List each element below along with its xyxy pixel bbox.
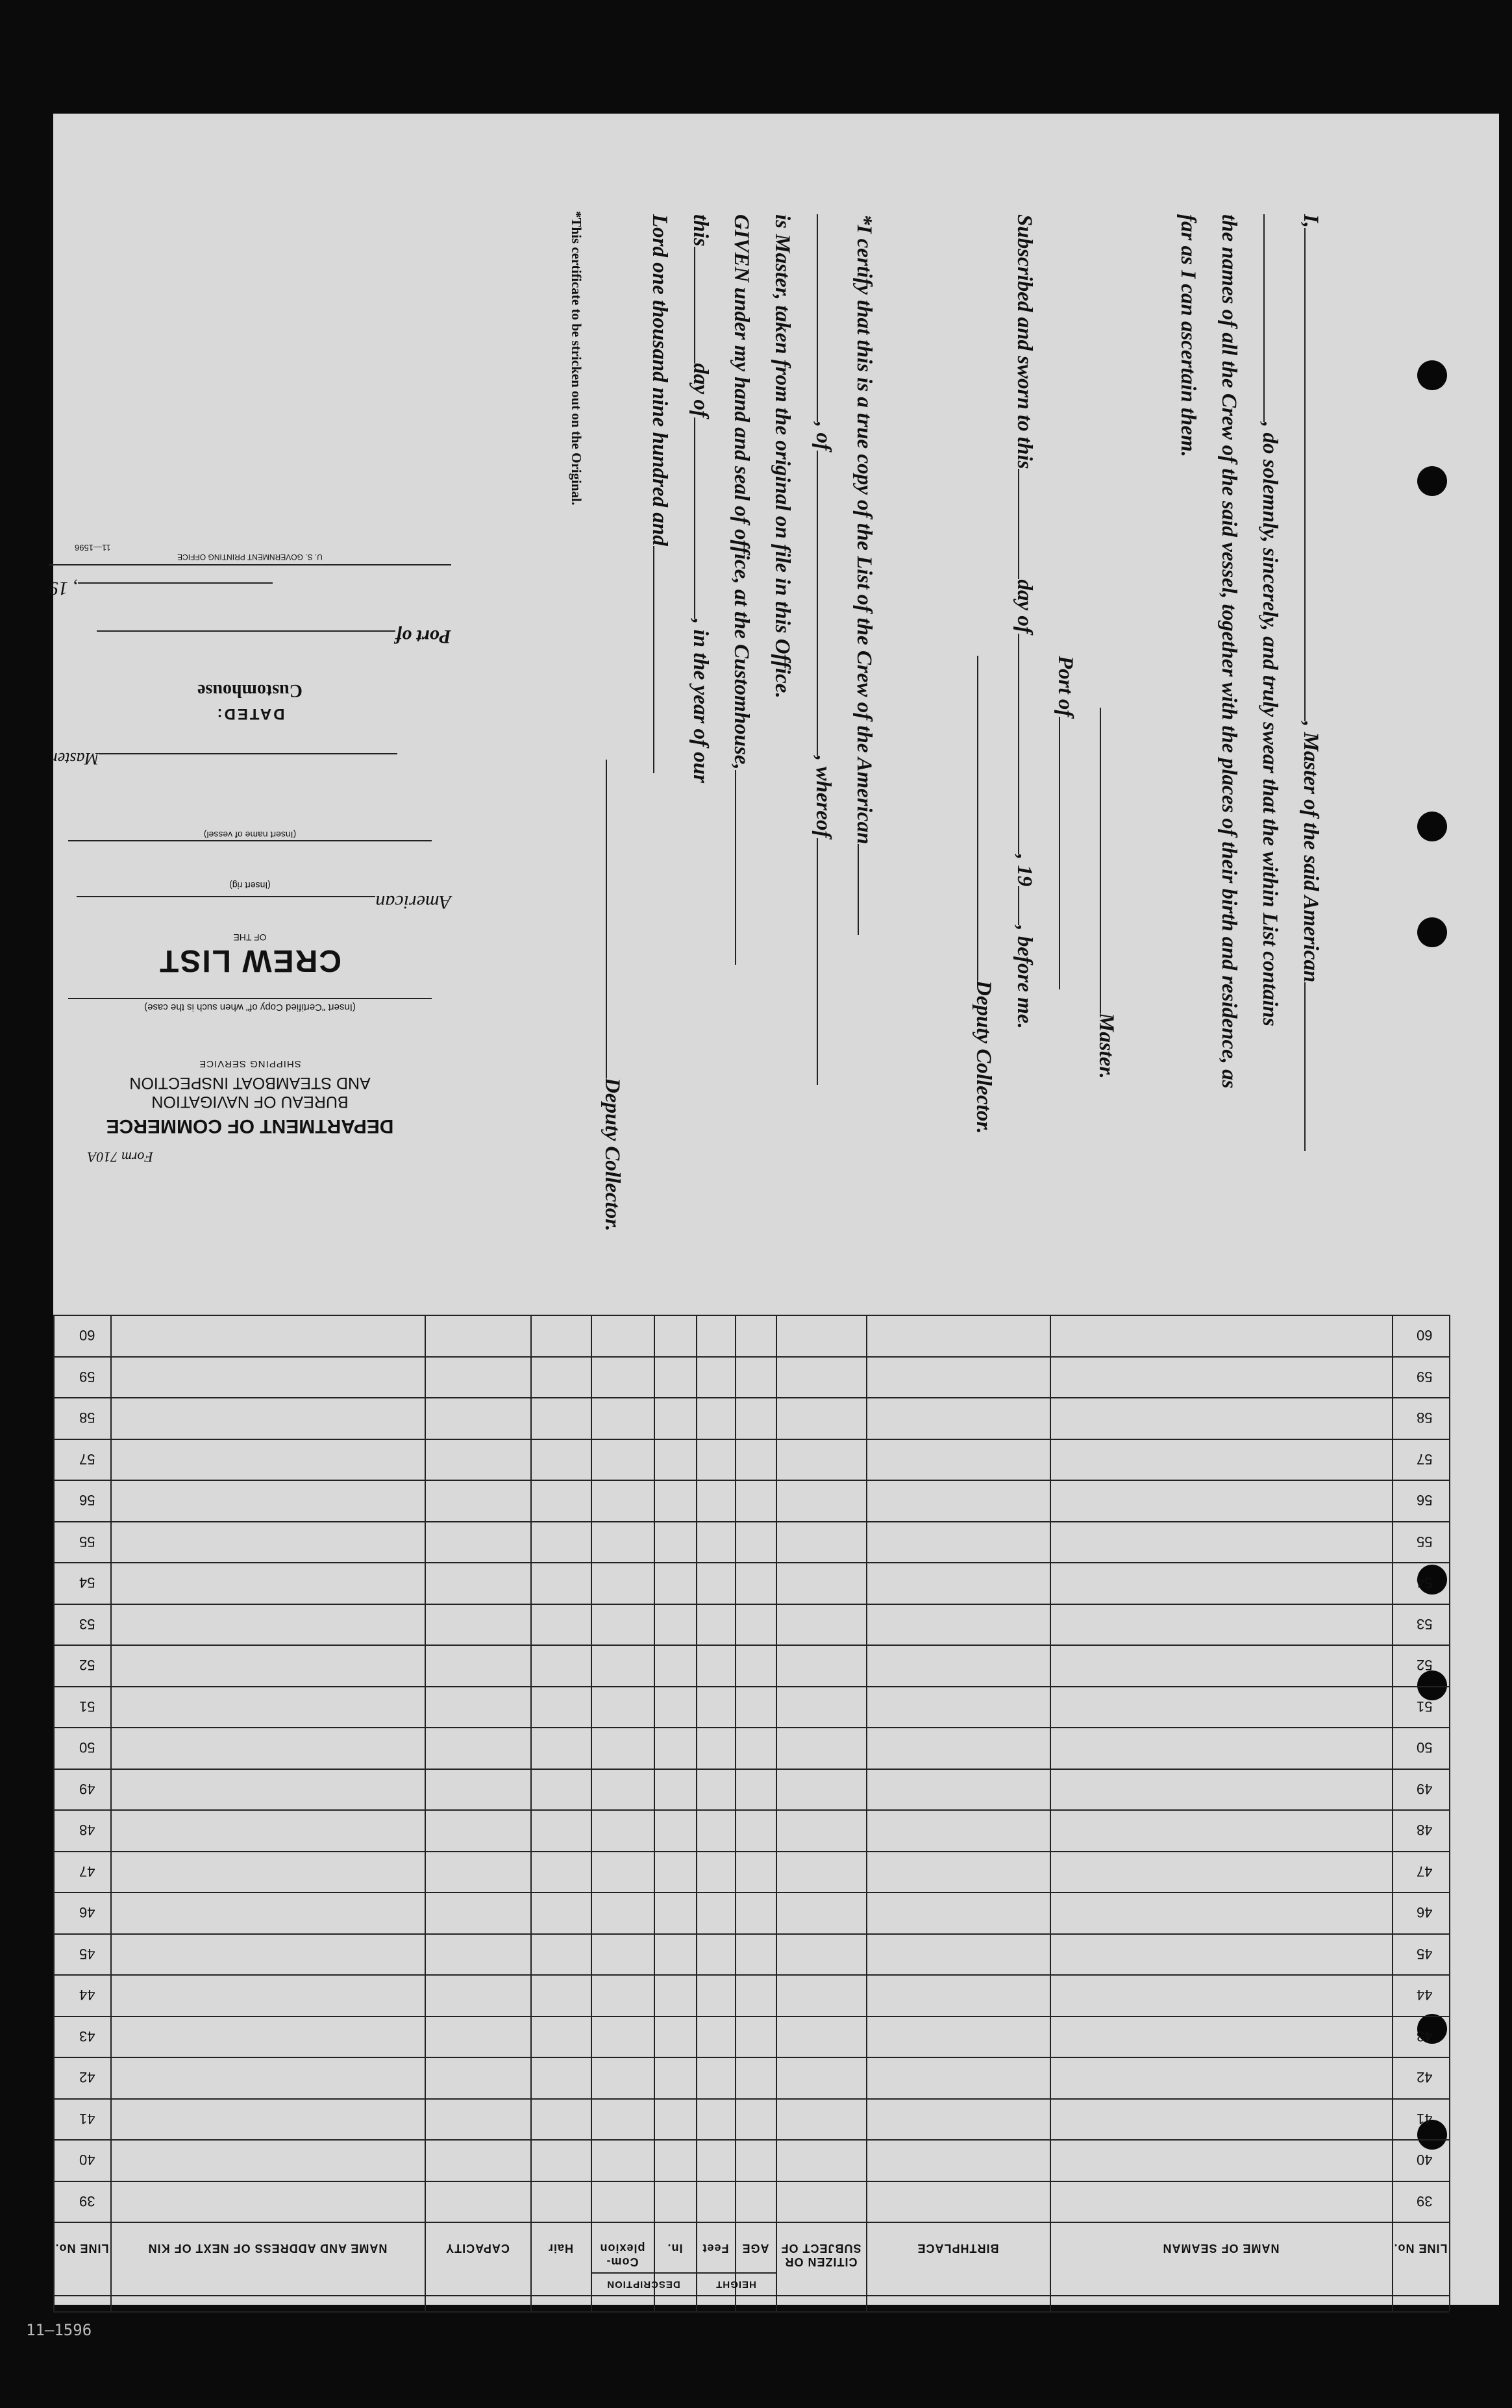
header-complexion: Com- plexion [599,2242,645,2268]
row-number-right: 47 [1417,1863,1433,1880]
cover-port-line: Port of [36,625,464,647]
grid-line [53,1562,1449,1563]
row-number-left: 57 [79,1450,95,1467]
grid-line [53,1480,1449,1481]
grid-line [776,1315,777,2311]
oath-line-2: , do solemnly, sincerely, and truly swear that the within List contains [1249,214,1290,1188]
subscribed-line: Subscribed and sworn to thisday of, 19, before me. [1013,214,1036,1029]
grid-line [53,1809,1449,1811]
row-number-left: 39 [79,2192,95,2209]
row-number-left: 40 [79,2152,95,2168]
grid-line [654,1315,655,2311]
cover-date-line: , 19 [36,577,464,599]
row-number-left: 46 [79,1904,95,1920]
crew-list-title: CREW LIST [158,943,341,978]
grid-line [53,1315,1449,1316]
header-hair: Hair [548,2242,574,2255]
american-rig-line: American [36,891,464,913]
grid-line [53,2311,1449,2313]
row-number-right: 41 [1417,2110,1433,2127]
row-number-left: 48 [79,1822,95,1838]
form-number: Form 710A [88,1149,153,1165]
port-of-line: Port of [1045,214,1085,1188]
row-number-right: 58 [1417,1409,1433,1426]
row-number-left: 55 [79,1533,95,1550]
of-the: OF THE [233,932,267,943]
grid-line [866,1315,867,2311]
master-signature-line: Master. [1085,214,1126,1188]
row-number-left: 43 [79,2028,95,2044]
dated-label: DATED: [215,705,285,723]
insert-vessel-label: (Insert name of vessel) [203,830,297,840]
header-name-of-seaman: NAME OF SEAMAN [1162,2242,1280,2255]
row-number-right: 42 [1417,2069,1433,2085]
grid-line [1050,1315,1051,2311]
grid-line [53,2222,1449,2223]
row-number-left: 59 [79,1368,95,1385]
grid-line [53,1686,1449,1687]
scan-form-code: 11—1596 [26,2321,92,2339]
oath-line-4: far as I can ascertain them. [1176,214,1200,458]
grid-line [53,1933,1449,1935]
cert-line-5: thisday of, in the year of our [689,214,712,783]
grid-line [696,2272,776,2274]
grid-line [53,1521,1449,1522]
grid-line [53,1645,1449,1646]
row-number-right: 53 [1417,1615,1433,1632]
grid-line [53,1397,1449,1398]
row-number-left: 45 [79,1945,95,1962]
row-number-left: 50 [79,1739,95,1756]
grid-line [530,1315,532,2311]
row-number-left: 47 [79,1863,95,1880]
row-number-right: 50 [1417,1739,1433,1756]
row-number-right: 46 [1417,1904,1433,1920]
row-number-right: 49 [1417,1780,1433,1797]
grid-line [53,2181,1449,2182]
row-number-right: 40 [1417,2152,1433,2168]
print-code: 11—1596 [75,543,111,552]
oath-line-3: the names of all the Crew of the said vessel, together with the places of their birth and residence, as [1217,214,1241,1089]
cover-master-line: Master. [36,749,464,768]
oath-line-1: I,, Master of the said American [1290,214,1331,1188]
header-inches: In. [667,2242,683,2255]
grid-line [110,1315,112,2311]
printing-office: U. S. GOVERNMENT PRINTING OFFICE [177,552,323,562]
grid-line [53,2016,1449,2017]
cert-line-1: *I certify that this is a true copy of the List of the Crew of the American [843,214,884,1188]
cert-line-3: is Master, taken from the original on file in this Office. [771,214,794,699]
row-number-right: 51 [1417,1698,1433,1715]
header-citizen: CITIZEN OR SUBJECT OF [780,2242,861,2268]
row-number-right: 45 [1417,1945,1433,1962]
row-number-right: 39 [1417,2192,1433,2209]
grid-line [1449,1315,1450,2311]
row-number-left: 56 [79,1492,95,1508]
grid-line [696,1315,697,2311]
row-number-right: 43 [1417,2028,1433,2044]
grid-line [53,2098,1449,2100]
header-description: DESCRIPTION [606,2279,680,2290]
grid-line [53,1315,55,2311]
row-number-right: 60 [1417,1327,1433,1343]
certified-note: (Insert "Certified Copy of" when such is the case) [144,1002,356,1013]
row-number-left: 49 [79,1780,95,1797]
row-number-right: 57 [1417,1450,1433,1467]
row-number-left: 58 [79,1409,95,1426]
header-line-no-left: LINE No. [55,2242,109,2255]
deputy-collector-line-2: Deputy Collector. [591,214,632,1188]
service-name: SHIPPING SERVICE [199,1058,301,1069]
header-birthplace: BIRTHPLACE [917,2242,999,2255]
grid-line [591,1315,592,2311]
grid-line [53,1439,1449,1440]
row-number-right: 48 [1417,1822,1433,1838]
cert-line-4: GIVEN under my hand and seal of office, at the Customhouse, [721,214,762,1188]
grid-line [53,2057,1449,2058]
row-number-left: 41 [79,2110,95,2127]
cert-line-6: Lord one thousand nine hundred and [639,214,680,1188]
row-number-right: 55 [1417,1533,1433,1550]
header-feet: Feet [702,2242,729,2255]
row-number-right: 56 [1417,1492,1433,1508]
department-name: DEPARTMENT OF COMMERCE [106,1115,394,1137]
insert-rig-label: (Insert rig) [229,880,271,891]
grid-line [53,1974,1449,1976]
grid-line [425,1315,426,2311]
grid-line [53,1851,1449,1852]
grid-line [735,1315,736,2311]
bureau-name-1: BUREAU OF NAVIGATION [151,1093,349,1111]
grid-line [53,1769,1449,1770]
grid-line [53,2295,1449,2296]
grid-line [53,1727,1449,1728]
row-number-right: 54 [1417,1574,1433,1591]
row-number-left: 51 [79,1698,95,1715]
certificate-footnote: *This certificate to be stricken out on the Original. [569,211,584,506]
crew-list-table [53,0,1499,2408]
cert-line-2: , of, whereof [802,214,843,1188]
deputy-collector-line-1: Deputy Collector. [963,214,1004,1188]
header-capacity: CAPACITY [445,2242,510,2255]
bureau-name-2: AND STEAMBOAT INSPECTION [129,1074,371,1092]
header-next-of-kin: NAME AND ADDRESS OF NEXT OF KIN [147,2242,388,2255]
grid-line [1392,1315,1393,2311]
row-number-left: 54 [79,1574,95,1591]
row-number-left: 53 [79,1615,95,1632]
row-number-left: 44 [79,1987,95,2003]
row-number-right: 59 [1417,1368,1433,1385]
customhouse-label: Customhouse [197,680,303,701]
header-height: HEIGHT [715,2279,756,2290]
header-line-no-right: LINE No. [1393,2242,1448,2255]
grid-line [53,2139,1449,2141]
row-number-left: 60 [79,1327,95,1343]
row-number-right: 52 [1417,1657,1433,1673]
grid-line [53,1356,1449,1358]
header-age: AGE [741,2242,769,2255]
row-number-right: 44 [1417,1987,1433,2003]
grid-line [53,1604,1449,1605]
grid-line [591,2272,696,2274]
row-number-left: 52 [79,1657,95,1673]
grid-line [53,1892,1449,1893]
row-number-left: 42 [79,2069,95,2085]
